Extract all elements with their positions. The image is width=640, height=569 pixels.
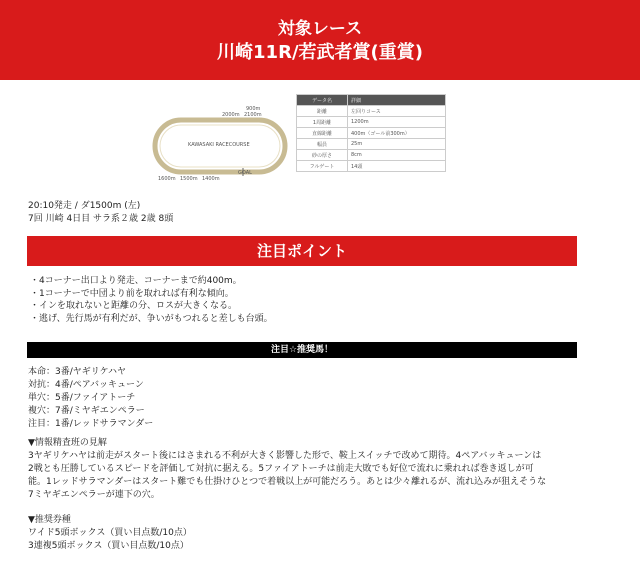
analysis-section [28,437,588,502]
points-list [30,275,273,325]
table-cell: 直線距離 [297,128,348,139]
list-item: 注目：1番/レッドサラマンダー [28,419,154,429]
table-cell: 距離 [297,106,348,117]
distance-label-2100: 2100m [244,112,262,118]
goal-label: GOAL [238,170,252,176]
table-cell: フルゲート [297,161,348,172]
table-cell: 幅員 [297,139,348,150]
bet-line: ワイド5頭ボックス（買い目点数/10点） [28,528,192,538]
table-cell: 1周距離 [297,117,348,128]
distance-label-1600: 1600m [158,176,176,182]
table-header-row [297,95,446,106]
course-map [150,104,290,184]
race-name: 川崎11R/若武者賞(重賞) [217,42,423,63]
distance-label-900: 900m [246,106,261,112]
recommend-heading: 注目☆推奨馬！ [27,342,577,358]
table-cell: 8cm [348,150,446,161]
analysis-line: 能。1レッドサラマンダーはスタート難でも仕掛けひとつで着戦以上が可能だろう。あとは少々離れるが、流れ込みが狙えそうな [28,477,547,487]
course-data-table [296,94,446,172]
table-row [297,150,446,161]
distance-label-2000: 2000m [222,112,240,118]
track-name-label: KAWASAKI RACECOURSE [188,142,250,148]
list-item: 対抗：4番/ペアバッキューン [28,380,144,390]
table-header-cell: データ名 [297,95,348,106]
table-row [297,106,446,117]
bets-section [28,514,192,553]
table-cell: 左回りコース [348,106,446,117]
bet-line: 3連複5頭ボックス（買い目点数/10点） [28,541,189,551]
table-row [297,128,446,139]
header-title: 対象レース [277,19,363,39]
list-item: ・1コーナーで中団より前を取れれば有利な傾向。 [30,288,234,299]
list-item: 単穴：5番/ファイアトーチ [28,393,136,403]
picks-list [28,366,153,431]
distance-label-1400: 1400m [202,176,220,182]
analysis-line: 2戦とも圧勝しているスピードを評価して対抗に据える。5ファイアトーチは前走大敗でも好位で流れに乗れれば巻き返しが可 [28,464,534,474]
table-cell: 砂の厚さ [297,150,348,161]
table-cell: 14頭 [348,161,446,172]
race-start-info: 20:10発走 / ダ1500m (左) [28,201,141,211]
table-cell: 400m（ゴール前300m） [348,128,446,139]
points-heading: 注目ポイント [27,236,577,266]
list-item: ・4コーナー出口より発走、コーナーまで約400m。 [30,276,242,286]
table-row [297,161,446,172]
distance-label-1500: 1500m [180,176,198,182]
analysis-line: 3ヤギリケハヤは前走がスタート後にはさまれる不利が大きく影響した形で、鞍上スイッチで改めて期待。4ペアバッキューンは [28,451,542,461]
list-item: ・インを取れないと距離の分、ロスが大きくなる。 [30,301,238,311]
list-item: 本命：3番/ヤギリケハヤ [28,367,127,377]
table-header-cell: 詳細 [348,95,446,106]
list-item: ・逃げ、先行馬が有利だが、争いがもつれると差しも台頭。 [30,313,273,324]
table-row [297,139,446,150]
race-header-banner [0,0,640,80]
analysis-line: 7ミヤギエンペラーが連下の穴。 [28,490,160,500]
race-class-info: 7回 川崎 4日目 サラ系２歳 2歳 8頭 [28,214,174,224]
bets-heading: ▼推奨券種 [28,515,71,525]
table-cell: 1200m [348,117,446,128]
analysis-heading: ▼情報精査班の見解 [28,438,107,448]
list-item: 複穴：7番/ミヤギエンペラー [28,406,145,416]
table-cell: 25m [348,139,446,150]
table-row [297,117,446,128]
